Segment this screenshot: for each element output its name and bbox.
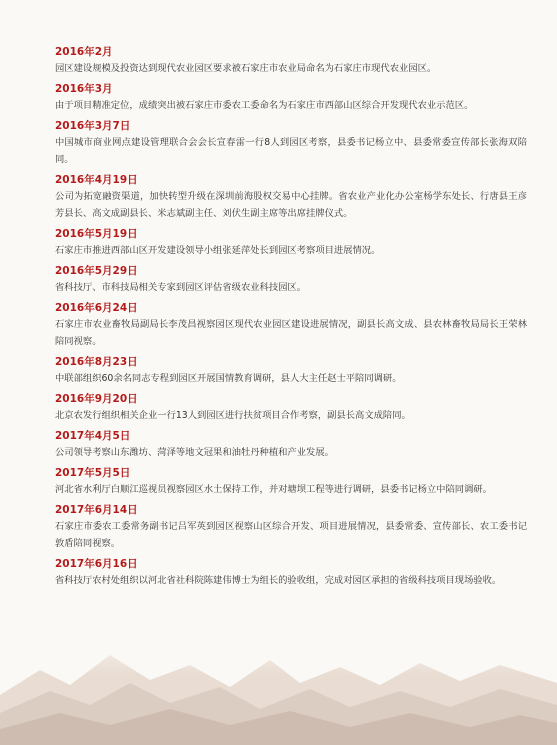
entry-date: 2016年4月19日 (55, 174, 138, 186)
entry-description: 省科技厅农村处组织以河北省社科院陈建伟博士为组长的验收组，完成对园区承担的省级科技项目现场验收。 (55, 575, 502, 586)
timeline-entry (55, 391, 527, 424)
mountain-landscape-decoration (0, 625, 557, 745)
timeline-entry (55, 226, 527, 259)
entry-date: 2016年5月29日 (55, 265, 138, 277)
entry-date: 2017年4月5日 (55, 430, 131, 442)
entry-date: 2016年5月19日 (55, 228, 138, 240)
entry-description: 省科技厅、市科技局相关专家到园区评估省级农业科技园区。 (55, 282, 307, 293)
timeline (55, 44, 527, 593)
timeline-entry (55, 354, 527, 387)
entry-date: 2016年3月 (55, 83, 113, 95)
entry-date: 2016年8月23日 (55, 356, 138, 368)
entry-description: 石家庄市推进西部山区开发建设领导小组张延萍处长到园区考察项目进展情况。 (55, 245, 381, 256)
entry-description: 石家庄市委农工委常务副书记吕军英到园区视察山区综合开发、项目进展情况，县委常委、宣传部长、农工委书记敦盾陪同视察。 (55, 521, 527, 549)
entry-date: 2017年6月14日 (55, 504, 138, 516)
entry-description: 由于项目精准定位，成绩突出被石家庄市委农工委命名为石家庄市西部山区综合开发现代农业示范区。 (55, 100, 474, 111)
entry-date: 2016年6月24日 (55, 302, 138, 314)
entry-date: 2016年9月20日 (55, 393, 138, 405)
timeline-entry (55, 465, 527, 498)
entry-description: 园区建设规模及投资达到现代农业园区要求被石家庄市农业局命名为石家庄市现代农业园区。 (55, 63, 437, 74)
entry-description: 中国城市商业网点建设管理联合会会长宣春雷一行8人到园区考察，县委书记杨立中、县委常委宣传部长张海双陪同。 (55, 137, 527, 165)
timeline-entry (55, 44, 527, 77)
timeline-entry (55, 81, 527, 114)
timeline-entry (55, 502, 527, 552)
timeline-entry (55, 172, 527, 222)
entry-description: 公司为拓宽融资渠道，加快转型升级在深圳前海股权交易中心挂牌。省农业产业化办公室杨学东处长、行唐县王彦芳县长、高文成副县长、米志斌副主任、刘伏生副主席等出席挂牌仪式。 (55, 191, 527, 219)
entry-description: 石家庄市农业畜牧局副局长李茂昌视察园区现代农业园区建设进展情况，副县长高文成、县农林畜牧局局长王荣林陪同视察。 (55, 319, 527, 347)
entry-date: 2016年2月 (55, 46, 113, 58)
entry-description: 中联部组织60余名同志专程到园区开展国情教育调研，县人大主任赵士平陪同调研。 (55, 373, 402, 384)
entry-description: 北京农发行组织相关企业一行13人到园区进行扶贫项目合作考察，副县长高文成陪同。 (55, 410, 411, 421)
entry-description: 河北省水利厅白顺江巡视员视察园区水土保持工作，并对塘坝工程等进行调研，县委书记杨立中陪同调研。 (55, 484, 492, 495)
entry-date: 2017年6月16日 (55, 558, 138, 570)
entry-date: 2017年5月5日 (55, 467, 131, 479)
timeline-entry (55, 300, 527, 350)
timeline-entry (55, 428, 527, 461)
entry-date: 2016年3月7日 (55, 120, 131, 132)
timeline-entry (55, 118, 527, 168)
entry-description: 公司领导考察山东潍坊、菏泽等地文冠果和油牡丹种植和产业发展。 (55, 447, 334, 458)
timeline-entry (55, 556, 527, 589)
timeline-entry (55, 263, 527, 296)
